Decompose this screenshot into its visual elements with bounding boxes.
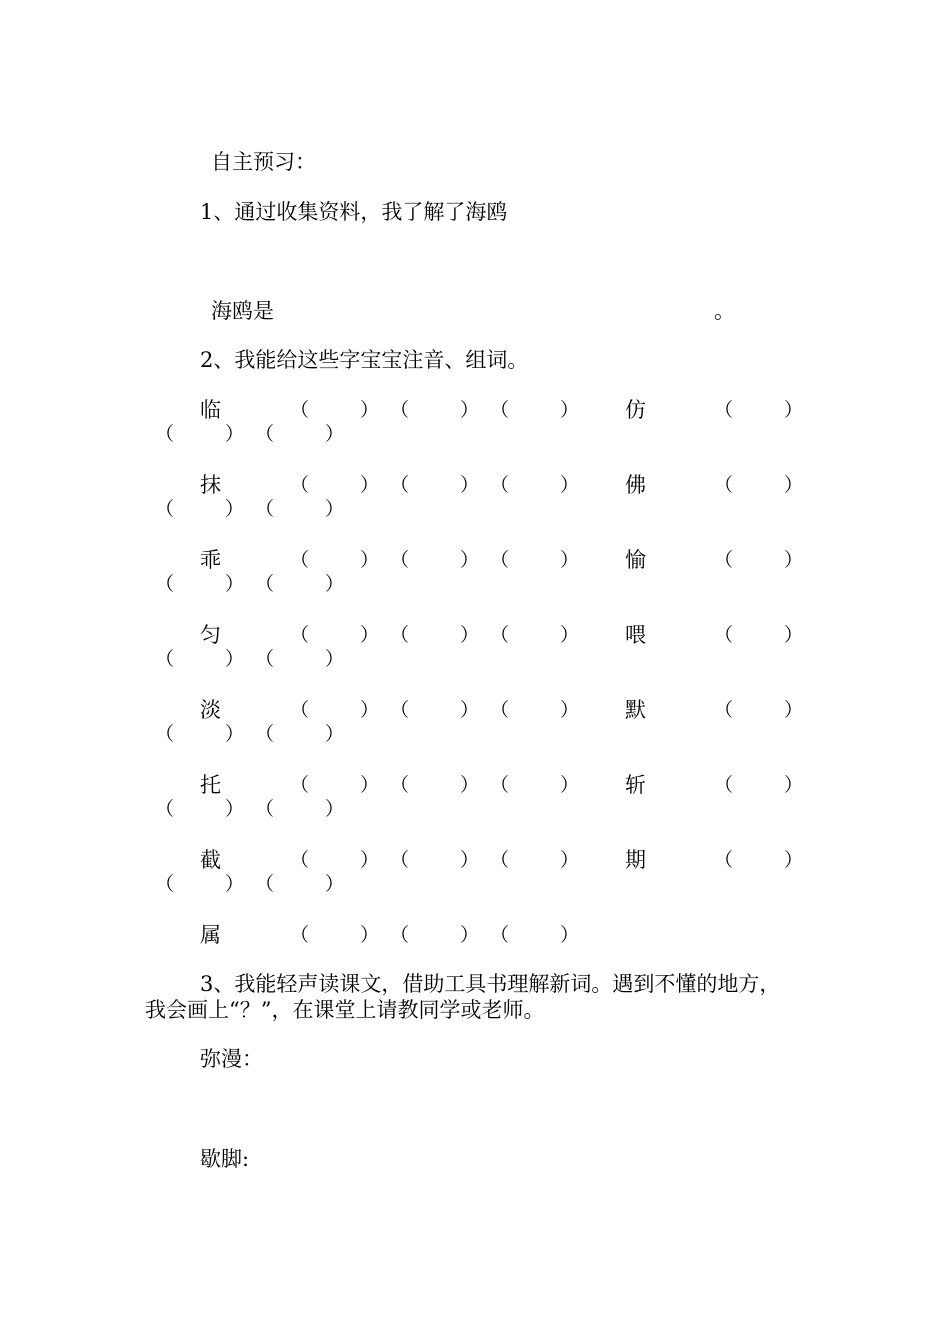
paren-open: （: [255, 498, 275, 520]
paren-close: ）: [360, 624, 380, 646]
character-row: [0, 850, 950, 930]
paren-close: ）: [560, 699, 580, 721]
paren-open: （: [255, 798, 275, 820]
paren-close: ）: [225, 573, 245, 595]
paren-close: ）: [225, 798, 245, 820]
paren-close: ）: [784, 624, 804, 646]
paren-close: ）: [225, 723, 245, 745]
paren-close: ）: [360, 474, 380, 496]
paren-open: （: [714, 549, 734, 571]
paren-open: （: [490, 549, 510, 571]
paren-open: （: [714, 399, 734, 421]
paren-open: （: [290, 474, 310, 496]
paren-close: ）: [360, 774, 380, 796]
paren-open: （: [255, 423, 275, 445]
paren-open: （: [490, 774, 510, 796]
paren-open: （: [714, 699, 734, 721]
paren-close: ）: [560, 624, 580, 646]
paren-close: ）: [325, 498, 345, 520]
paren-open: （: [390, 624, 410, 646]
character-row: [0, 475, 950, 555]
paren-open: （: [155, 573, 175, 595]
character-right: 期: [625, 848, 646, 872]
paren-open: （: [290, 699, 310, 721]
character-left: 抹: [200, 473, 221, 497]
paren-open: （: [290, 774, 310, 796]
paren-open: （: [155, 798, 175, 820]
paren-open: （: [155, 873, 175, 895]
paren-close: ）: [325, 648, 345, 670]
paren-open: （: [390, 849, 410, 871]
question-3-line-2: 我会画上“？”，在课堂上请教同学或老师。: [145, 998, 545, 1022]
character-row: [0, 700, 950, 780]
character-left: 匀: [200, 623, 221, 647]
paren-open: （: [390, 474, 410, 496]
vocab-term-1: 弥漫：: [200, 1047, 263, 1071]
character-row: [0, 400, 950, 480]
paren-open: （: [255, 648, 275, 670]
paren-open: （: [390, 399, 410, 421]
paren-close: ）: [460, 924, 480, 946]
character-row: [0, 550, 950, 630]
paren-open: （: [155, 723, 175, 745]
paren-open: （: [255, 873, 275, 895]
character-right: 愉: [625, 548, 646, 572]
paren-close: ）: [560, 549, 580, 571]
paren-open: （: [714, 774, 734, 796]
paren-open: （: [490, 474, 510, 496]
character-right: 喂: [625, 623, 646, 647]
paren-close: ）: [460, 699, 480, 721]
paren-open: （: [390, 549, 410, 571]
paren-close: ）: [225, 648, 245, 670]
paren-close: ）: [784, 474, 804, 496]
paren-open: （: [290, 849, 310, 871]
paren-close: ）: [784, 399, 804, 421]
paren-open: （: [490, 399, 510, 421]
paren-close: ）: [325, 723, 345, 745]
character-left: 临: [200, 398, 221, 422]
paren-close: ）: [360, 699, 380, 721]
question-2-prompt: 2、我能给这些字宝宝注音、组词。: [200, 348, 529, 372]
paren-close: ）: [784, 849, 804, 871]
character-right: 斩: [625, 773, 646, 797]
paren-open: （: [290, 624, 310, 646]
character-left: 托: [200, 773, 221, 797]
paren-close: ）: [784, 699, 804, 721]
paren-open: （: [714, 849, 734, 871]
question-1-answer-end: 。: [714, 299, 735, 323]
paren-close: ）: [360, 399, 380, 421]
character-left: 淡: [200, 698, 221, 722]
paren-close: ）: [460, 624, 480, 646]
question-1-answer-prefix: 海鸥是: [211, 299, 274, 323]
paren-open: （: [155, 648, 175, 670]
paren-open: （: [390, 774, 410, 796]
paren-close: ）: [460, 849, 480, 871]
paren-close: ）: [460, 549, 480, 571]
character-right: 默: [625, 698, 646, 722]
paren-close: ）: [360, 924, 380, 946]
paren-close: ）: [460, 774, 480, 796]
paren-close: ）: [784, 549, 804, 571]
paren-open: （: [714, 624, 734, 646]
paren-close: ）: [784, 774, 804, 796]
character-left: 截: [200, 848, 221, 872]
paren-open: （: [390, 699, 410, 721]
paren-close: ）: [360, 549, 380, 571]
paren-open: （: [255, 723, 275, 745]
paren-open: （: [255, 573, 275, 595]
character-left: 乖: [200, 548, 221, 572]
character-left: 属: [200, 923, 221, 947]
paren-close: ）: [460, 399, 480, 421]
paren-close: ）: [325, 873, 345, 895]
paren-close: ）: [325, 423, 345, 445]
paren-close: ）: [225, 873, 245, 895]
paren-open: （: [490, 699, 510, 721]
paren-close: ）: [560, 474, 580, 496]
character-right: 仿: [625, 398, 646, 422]
paren-open: （: [714, 474, 734, 496]
character-row: [0, 625, 950, 705]
paren-open: （: [490, 624, 510, 646]
paren-close: ）: [225, 423, 245, 445]
paren-close: ）: [560, 774, 580, 796]
paren-open: （: [490, 924, 510, 946]
character-right: 佛: [625, 473, 646, 497]
paren-close: ）: [560, 924, 580, 946]
paren-open: （: [155, 498, 175, 520]
question-1-prompt: 1、通过收集资料，我了解了海鸥: [200, 200, 508, 224]
paren-close: ）: [560, 849, 580, 871]
paren-close: ）: [460, 474, 480, 496]
section-title: 自主预习：: [211, 150, 316, 174]
vocab-term-2: 歇脚:: [200, 1147, 250, 1171]
paren-close: ）: [325, 798, 345, 820]
paren-open: （: [490, 849, 510, 871]
character-row: [0, 775, 950, 855]
paren-open: （: [390, 924, 410, 946]
paren-open: （: [155, 423, 175, 445]
question-3-line-1: 3、我能轻声读课文，借助工具书理解新词。遇到不懂的地方，: [200, 972, 781, 996]
paren-close: ）: [325, 573, 345, 595]
paren-close: ）: [560, 399, 580, 421]
paren-close: ）: [360, 849, 380, 871]
paren-open: （: [290, 924, 310, 946]
paren-close: ）: [225, 498, 245, 520]
paren-open: （: [290, 399, 310, 421]
paren-open: （: [290, 549, 310, 571]
